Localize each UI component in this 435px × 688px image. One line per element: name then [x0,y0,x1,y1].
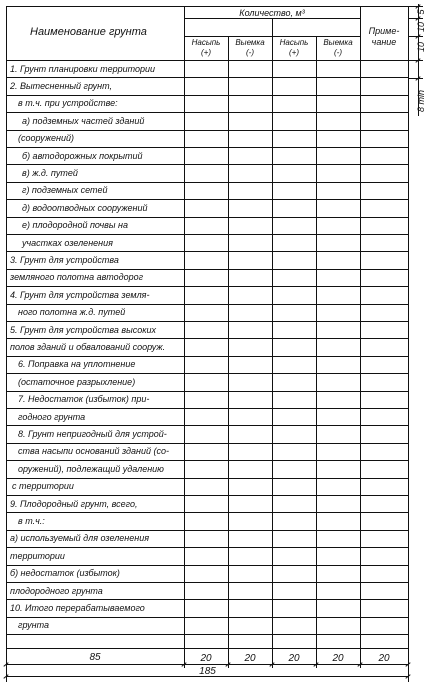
row-line [6,164,409,165]
row-line [6,512,409,513]
row-line [6,530,409,531]
divider-a [228,36,229,648]
frame-top [6,6,409,7]
row-label: 7. Недостаток (избыток) при- [18,394,150,405]
row-label: 1. Грунт планировки территории [10,63,156,74]
header-name: Наименование грунта [30,26,147,38]
row-label: 9. Плодородный грунт, всего, [10,498,138,509]
row-label: участках озеленения [22,237,113,248]
row-label: 5. Грунт для устройства высоких [10,324,157,335]
row-line [6,112,409,113]
row-label: годного грунта [18,411,86,422]
dim-10a: 10 [416,22,426,33]
row-line [6,565,409,566]
row-line [6,286,409,287]
row-line [6,182,409,183]
row-label: а) подземных частей зданий [22,115,145,126]
row-label: д) водоотводных сооружений [22,202,148,213]
row-line [6,304,409,305]
dim-col-b: 20 [244,653,256,664]
row-line [6,634,409,635]
row-label: г) подземных сетей [22,185,108,196]
row-line [6,373,409,374]
row-line [6,234,409,235]
row-line [6,321,409,322]
header-line-bottom [6,60,409,61]
header-quantity: Количество, м³ [239,8,305,18]
dim-col-c: 20 [288,653,300,664]
row-label: с территории [12,481,74,492]
row-label: земляного полотна автодорог [10,272,144,283]
row-line [6,199,409,200]
row-label: 3. Грунт для устройства [10,254,119,265]
row-line [6,251,409,252]
row-label: в т.ч.: [18,515,45,526]
row-line [6,77,409,78]
row-line [6,356,409,357]
row-label: (сооружений) [18,133,74,144]
divider-d [360,6,361,648]
frame-right [408,6,409,648]
row-line [6,95,409,96]
dim-col-a: 20 [200,653,212,664]
header-note: Приме- чание [368,26,400,47]
row-line [6,130,409,131]
row-line [6,599,409,600]
divider-c [316,36,317,648]
row-line [6,460,409,461]
row-line [6,547,409,548]
dim-col-note: 20 [378,653,390,664]
row-line [6,338,409,339]
row-line [6,217,409,218]
header-sub-2: Выемка (-) [235,38,265,57]
row-label: 2. Вытесненный грунт, [10,80,113,91]
row-label: в т.ч. при устройстве: [18,98,118,109]
row-label: 8. Грунт непригодный для устрой- [18,428,167,439]
header-sub-4: Выемка (-) [323,38,353,57]
row-label: б) недостаток (избыток) [10,568,120,579]
row-label: в) ж.д. путей [22,167,78,178]
row-line [6,617,409,618]
dim-total: 185 [199,666,216,677]
dim-10b: 10 [416,42,426,53]
frame-left [6,6,7,648]
row-label: е) плодородной почвы на [22,220,128,231]
row-line [6,391,409,392]
dim-bottom-line-1 [6,664,409,665]
row-label: 6. Поправка на уплотнение [18,359,136,370]
dim-5: 5 [416,9,426,15]
row-line [6,582,409,583]
row-label: ного полотна ж.д. путей [18,307,126,318]
divider-name [184,6,185,648]
row-line [6,269,409,270]
row-line [6,408,409,409]
row-label: б) автодорожных покрытий [22,150,143,161]
row-line [6,443,409,444]
dim-col-name: 85 [89,652,101,663]
row-label: ства насыпи оснований зданий (со- [18,446,170,457]
row-label: 10. Итого перерабатываемого [10,602,145,613]
row-label: грунта [18,620,49,631]
dim-col-d: 20 [332,653,344,664]
row-line [6,478,409,479]
header-sub-1: Насыпь (+) [191,38,221,57]
row-label: плодородного грунта [10,585,103,596]
row-line [6,147,409,148]
row-label: (остаточное разрыхление) [18,376,136,387]
dim-8min: 8 min [416,90,426,113]
row-label: 4. Грунт для устройства земля- [10,289,150,300]
header-line-2 [184,36,360,37]
row-line [6,425,409,426]
row-label: территории [10,550,65,561]
row-label: полов зданий и обвалований сооруж. [10,341,166,352]
header-sub-3: Насыпь (+) [279,38,309,57]
frame-bottom [6,648,409,649]
row-line [6,495,409,496]
row-label: а) используемый для озеленения [10,533,150,544]
row-label: оружений), подлежащий удалению [18,463,164,474]
